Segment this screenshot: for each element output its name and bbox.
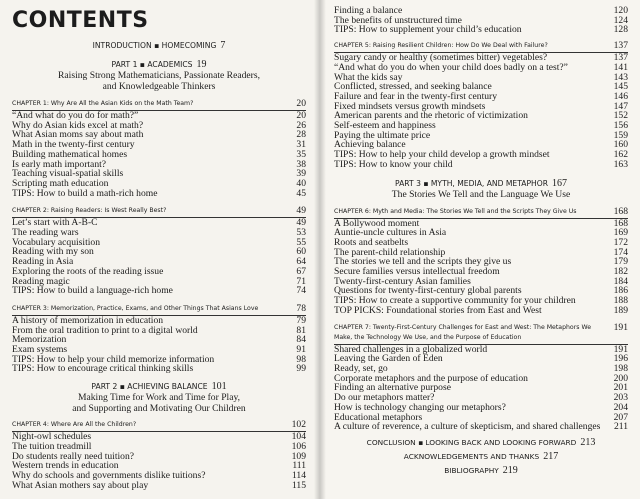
chapter-4-continued-entries <box>334 6 628 35</box>
chapter-1-entries <box>12 111 306 198</box>
toc-entry: Vocabulary acquisition 55 <box>12 236 306 248</box>
toc-entry: A culture of reverence, a culture of skepticism, and shared challenges 211 <box>334 421 628 433</box>
toc-entry: Reading magic 71 <box>12 275 306 287</box>
toc-entry: Memorization 84 <box>12 334 306 346</box>
toc-entry: Do students really need tuition? 109 <box>12 450 306 462</box>
toc-entry: Roots and seatbelts 172 <box>334 236 628 248</box>
toc-entry: The reading wars 53 <box>12 227 306 239</box>
toc-entry: Reading in Asia 64 <box>12 256 306 268</box>
toc-entry: Is early math important? 38 <box>12 158 306 170</box>
chapter-page: 102 <box>291 419 306 431</box>
chapter-title: CHAPTER 3: Memorization, Practice, Exams, and Other Things That Asians Love <box>12 304 259 312</box>
toc-entry: TIPS: How to help your child develop a growth mindset 162 <box>334 149 628 161</box>
toc-entry: Shared challenges in a globalized world 191 <box>334 343 628 355</box>
end-matter-page: 213 <box>580 436 596 448</box>
chapter-page: 20 <box>296 98 306 109</box>
toc-entry: Finding a balance 120 <box>334 5 628 16</box>
toc-entry: Fixed mindsets versus growth mindsets 147 <box>334 100 628 112</box>
toc-entry: Building mathematical homes 35 <box>12 148 306 160</box>
toc-entry: What Asian mothers say about play 115 <box>12 479 306 491</box>
toc-entry: Educational metaphors 207 <box>334 411 628 423</box>
toc-entry: Corporate metaphors and the purpose of education 200 <box>334 372 628 384</box>
chapter-3-heading <box>12 304 306 314</box>
chapter-title: CHAPTER 5: Raising Resilient Children: How Do We Deal with Failure? <box>334 42 548 50</box>
chapter-6-heading <box>334 207 628 217</box>
toc-entry: What Asian moms say about math 28 <box>12 129 306 141</box>
contents-title: CONTENTS <box>12 8 149 33</box>
chapter-4-heading <box>12 420 306 430</box>
toc-entry: From the oral tradition to print to a digital world 81 <box>12 324 306 336</box>
part-3-subtitle <box>334 189 628 200</box>
chapter-1-heading <box>12 99 306 109</box>
part-2-subtitle <box>12 392 306 414</box>
introduction-page: 7 <box>220 40 226 51</box>
chapter-5-heading <box>334 41 628 51</box>
toc-entry: Why do Asian kids excel at math? 26 <box>12 119 306 131</box>
toc-entry: TIPS: How to help your child memorize information 98 <box>12 353 306 365</box>
conclusion-heading <box>334 437 628 448</box>
acknowledgements-heading <box>334 451 628 462</box>
toc-entry: Failure and fear in the twenty-first century 146 <box>334 90 628 102</box>
part-label: PART 1 ▪ ACADEMICS <box>111 60 193 69</box>
toc-entry: “And what do you do for math?” 20 <box>12 110 306 121</box>
chapter-title: CHAPTER 2: Raising Readers: Is West Really Best? <box>12 207 167 215</box>
chapter-title: CHAPTER 4: Where Are All the Children? <box>12 421 137 429</box>
end-matter-page: 217 <box>543 450 559 462</box>
toc-entry: What the kids say 143 <box>334 71 628 83</box>
toc-entry: Scripting math education 40 <box>12 177 306 189</box>
toc-entry: TIPS: How to know your child 163 <box>334 158 628 170</box>
toc-entry: Self-esteem and happiness 156 <box>334 120 628 132</box>
part-page: 19 <box>196 59 207 70</box>
toc-entry: TIPS: How to supplement your child’s education 128 <box>334 24 628 36</box>
chapter-page: 137 <box>613 40 628 52</box>
chapter-page: 49 <box>296 205 306 217</box>
toc-entry: Twenty-first-century Asian families 184 <box>334 275 628 287</box>
introduction-label: INTRODUCTION ▪ HOMECOMING <box>92 41 217 50</box>
chapter-5-entries <box>334 53 628 169</box>
toc-entry: Exam systems 91 <box>12 344 306 356</box>
toc-entry: Math in the twenty-first century 31 <box>12 139 306 151</box>
end-matter-page: 219 <box>502 464 518 476</box>
chapter-2-entries <box>12 218 306 296</box>
toc-entry: Why do schools and governments dislike tuitions? 114 <box>12 469 306 481</box>
end-matter-label: CONCLUSION ▪ LOOKING BACK AND LOOKING FORWARD <box>366 437 577 447</box>
part-subtitle-line: Raising Strong Mathematicians, Passionate Readers, <box>58 70 260 81</box>
part-2-heading <box>12 381 306 392</box>
introduction-heading <box>12 40 306 51</box>
end-matter-label: ACKNOWLEDGEMENTS AND THANKS <box>403 451 540 461</box>
toc-entry: American parents and the rhetoric of victimization 152 <box>334 110 628 122</box>
toc-entry: Reading with my son 60 <box>12 246 306 258</box>
toc-entry: Western trends in education 111 <box>12 460 306 472</box>
part-1-subtitle <box>12 70 306 92</box>
chapter-3-entries <box>12 316 306 374</box>
chapter-7-entries <box>334 345 628 432</box>
toc-entry: Leaving the Garden of Eden 196 <box>334 353 628 365</box>
toc-entry: Do our metaphors matter? 203 <box>334 392 628 404</box>
part-label: PART 3 ▪ MYTH, MEDIA, AND METAPHOR <box>395 178 548 188</box>
toc-entry: TOP PICKS: Foundational stories from East and West 189 <box>334 304 628 316</box>
chapter-page: 78 <box>296 302 306 314</box>
chapter-page: 168 <box>613 205 628 217</box>
end-matter-label: BIBLIOGRAPHY <box>444 465 499 475</box>
part-subtitle-line: The Stories We Tell and the Language We Use <box>391 188 571 200</box>
toc-entry: TIPS: How to build a language-rich home 74 <box>12 285 306 297</box>
right-page <box>320 0 640 499</box>
part-label: PART 2 ▪ ACHIEVING BALANCE <box>91 382 208 392</box>
chapter-title: CHAPTER 7: Twenty-First-Century Challenges for East and West: The Metaphors We Make, the Technology We Use, and the Purpose of Education <box>334 323 592 341</box>
toc-entry: A Bollywood moment 168 <box>334 217 628 229</box>
toc-entry: Conflicted, stressed, and seeking balance 145 <box>334 81 628 93</box>
toc-entry: Night-owl schedules 104 <box>12 431 306 443</box>
chapter-title: CHAPTER 1: Why Are All the Asian Kids on the Math Team? <box>12 100 194 107</box>
chapter-7-heading <box>334 323 628 343</box>
toc-entry: Exploring the roots of the reading issue 67 <box>12 265 306 277</box>
toc-entry: Teaching visual-spatial skills 39 <box>12 168 306 180</box>
chapter-6-entries <box>334 219 628 316</box>
toc-entry: Finding an alternative purpose 201 <box>334 382 628 394</box>
part-page: 101 <box>211 381 227 393</box>
bibliography-heading <box>334 465 628 476</box>
toc-entry: Achieving balance 160 <box>334 139 628 151</box>
toc-entry: TIPS: How to encourage critical thinking skills 99 <box>12 363 306 375</box>
chapter-page: 191 <box>613 321 628 333</box>
toc-entry: Ready, set, go 198 <box>334 362 628 374</box>
toc-entry: A history of memorization in education 79 <box>12 314 306 326</box>
part-page: 167 <box>551 177 567 189</box>
toc-entry: The parent-child relationship 174 <box>334 246 628 258</box>
toc-entry: Questions for twenty-first-century global parents 186 <box>334 285 628 297</box>
chapter-title: CHAPTER 6: Myth and Media: The Stories We Tell and the Scripts They Give Us <box>334 207 577 215</box>
toc-entry: The stories we tell and the scripts they give us 179 <box>334 256 628 268</box>
toc-entry: Auntie-uncle cultures in Asia 169 <box>334 227 628 239</box>
toc-entry: “And what do you do when your child does badly on a test?” 141 <box>334 61 628 73</box>
chapter-2-heading <box>12 206 306 216</box>
part-3-heading <box>334 178 628 189</box>
toc-entry: Let’s start with A-B-C 49 <box>12 217 306 229</box>
toc-entry: Sugary candy or healthy (sometimes bitter) vegetables? 137 <box>334 52 628 64</box>
toc-entry: TIPS: How to create a supportive community for your children 188 <box>334 295 628 307</box>
chapter-4-entries <box>12 432 306 490</box>
part-1-heading <box>12 59 306 70</box>
toc-entry: Paying the ultimate price 159 <box>334 129 628 141</box>
toc-entry: Secure families versus intellectual freedom 182 <box>334 266 628 278</box>
toc-entry: The benefits of unstructured time 124 <box>334 14 628 26</box>
toc-entry: The tuition treadmill 106 <box>12 440 306 452</box>
part-subtitle-line: Making Time for Work and Time for Play, <box>77 392 241 404</box>
part-subtitle-line: and Supporting and Motivating Our Children <box>72 403 246 415</box>
toc-entry: How is technology changing our metaphors? 204 <box>334 401 628 413</box>
part-subtitle-line: and Knowledgeable Thinkers <box>102 81 216 92</box>
toc-entry: TIPS: How to build a math-rich home 45 <box>12 187 306 199</box>
